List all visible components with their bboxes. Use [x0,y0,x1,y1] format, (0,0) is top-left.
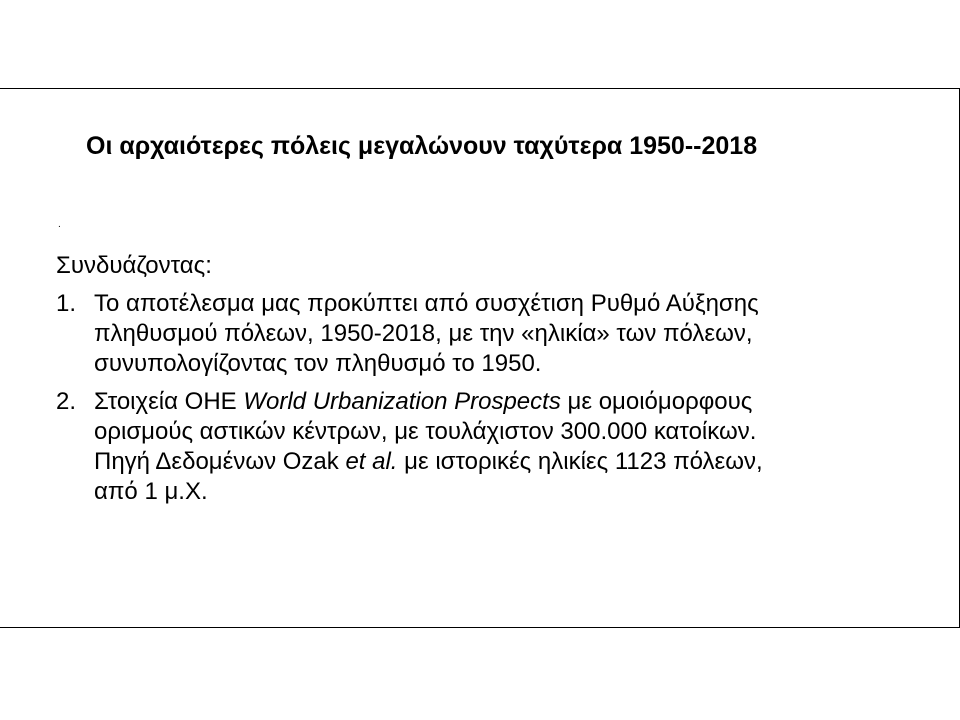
slide-top-border [0,88,960,89]
intro-text: Συνδυάζοντας: [56,252,212,279]
slide-title: Οι αρχαιότερες πόλεις μεγαλώνουν ταχύτερα 1950--2018 [86,132,758,160]
text-segment: Πηγή Δεδομένων Ozak [94,448,346,475]
stray-dot: . [58,219,61,230]
text-segment: Στοιχεία ΟΗΕ [94,388,244,415]
list-item-line [94,387,916,417]
text-segment: με ομοιόμορφους [560,388,753,415]
list-item-number: 1. [56,290,77,317]
list-item-line: συνυπολογίζοντας τον πληθυσμό το 1950. [94,350,542,377]
slide-content [56,251,916,515]
text-segment: με ιστορικές ηλικίες 1123 πόλεων, [397,448,763,475]
list-item [56,387,916,507]
list-item-number: 2. [56,388,77,415]
list-item-line: Το αποτέλεσμα μας προκύπτει από συσχέτιση Ρυθμό Αύξησης [94,290,759,317]
list-item [56,289,916,379]
list-item-line: από 1 μ.Χ. [94,478,208,505]
slide-bottom-border [0,627,960,628]
italic-et-al: et al. [345,448,398,475]
list-item-line [94,447,916,477]
list-item-line: πληθυσμού πόλεων, 1950-2018, με την «ηλικία» των πόλεων, [94,320,753,347]
list-item-line: ορισμούς αστικών κέντρων, με τουλάχιστον 300.000 κατοίκων. [94,418,757,445]
italic-source-name: World Urbanization Prospects [243,388,561,415]
